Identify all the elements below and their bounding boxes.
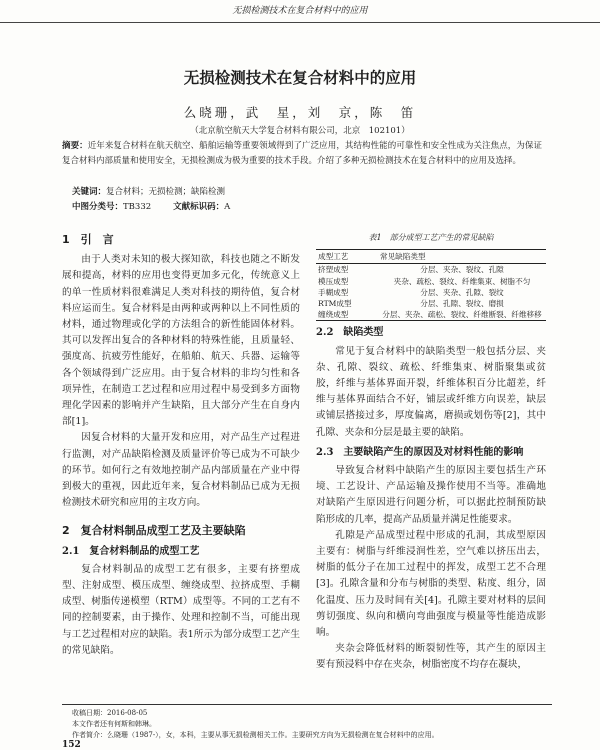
table-cell-process: 模压成型: [318, 276, 349, 286]
footnote-received: 收稿日期：2016-08-05: [72, 709, 148, 717]
page-number: 152: [62, 740, 81, 750]
section-2-1-paragraph: 复合材料制品的成型工艺有很多，主要有挤塑成型、注射成型、模压成型、缠绕成型、拉挤成型、手糊成型、树脂传递模塑（RTM）成型等。不同的工艺有不同的控制要素，由于操作、处理和控制不当，可能出现与工艺过程相对应的缺陷。表1所示为部分成型工艺产生的常见缺陷。: [62, 563, 300, 656]
abstract-label: 摘要：: [62, 141, 88, 151]
section-2-1-heading: 2.1 复合材料制品的成型工艺: [62, 545, 200, 557]
table-cell-defects: 夹杂、疏松、裂纹、纤维集束、树脂不匀: [393, 276, 531, 286]
section-2-2-paragraph: 常见于复合材料中的缺陷类型一般包括分层、夹杂、孔隙、裂纹、疏松、纤维集束、树脂聚集或贫胶，纤维与基体界面开裂，纤维体积百分比超差，纤维与基体界面结合不好，铺层或纤维方向误差，缺层或铺层搭接过多，厚度偏离，磨损或划伤等[2]，其中孔隙、夹杂和分层是最主要的缺陷。: [316, 345, 546, 438]
table-row: [316, 287, 546, 298]
table-cell-defects: 分层、夹杂、孔隙、裂纹: [420, 287, 504, 297]
running-header: [0, 0, 600, 23]
section-2-heading: 2 复合材料制品成型工艺及主要缺陷: [62, 524, 246, 538]
running-title: 无损检测技术在复合材料中的应用: [232, 6, 368, 16]
right-column: [316, 230, 546, 674]
article-title: 无损检测技术在复合材料中的应用: [183, 69, 417, 87]
table-row: [316, 309, 546, 321]
section-2-3-paragraph-2: 孔隙是产品成型过程中形成的孔洞，其成型原因主要有：树脂与纤维浸润性差，空气难以挤压出去，树脂的低分子在加工过程中的挥发，成型工艺不合理[3]。孔隙含量和分布与树脂的类型、粘度、组分，固化温度、压力及时间有关[4]。孔隙主要对材料的层间剪切强度、纵向和横向弯曲强度与模量等性能造成影响。: [316, 529, 546, 639]
section-2-3-paragraph-3: 夹杂会降低材料的断裂韧性等，其产生的原因主要有预浸料中存在夹杂，树脂密度不均存在凝块，: [316, 643, 546, 671]
section-2-3-heading: 2.3 主要缺陷产生的原因及对材料性能的影响: [316, 446, 524, 458]
section-1-heading: 1 引 言: [62, 233, 114, 246]
doc-code-value: A: [224, 202, 231, 212]
abstract-block: [62, 139, 542, 169]
keywords-text: 复合材料；无损检测；缺陷检测: [106, 187, 226, 197]
table-1-caption: 表1 部分成型工艺产生的常见缺陷: [368, 233, 494, 242]
table-cell-process: 缠绕成型: [316, 309, 378, 321]
table-cell-process: 挤塑成型: [318, 265, 349, 275]
table-header-process: 成型工艺: [316, 250, 378, 264]
section-2-3-paragraph-1: 导致复合材料中缺陷产生的原因主要包括生产环境、工艺设计、产品运输及操作使用不当等。准确地对缺陷产生原因进行问题分析，可以据此控制预防缺陷形成的几率，提高产品质量并满足性能要求。: [316, 465, 546, 525]
footnotes: [62, 704, 552, 741]
table-1: [316, 249, 546, 321]
intro-paragraph-1: 由于人类对未知的极大探知欲，科技也随之不断发展和提高，材料的应用也变得更加多元化，传统意义上的单一性质材料很难满足人类对科技的期待值，复合材料应运而生。复合材料是由两种或两种以上不同性质的材料，通过物理或化学的方法组合的新性能固体材料。其可以发挥出复合的各种材料的特殊性能，且质量轻、强度高、抗疲劳性能好，在船舶、航天、兵器、运输等各个领域得到广泛应用。由于复合材料的非均匀性和各项异性，在制造工艺过程和应用过程中易受到多方面物理化学因素的影响并产生缺陷，且大部分产生在自身内部[1]。: [62, 254, 300, 428]
doc-code-label: 文献标识码：: [173, 202, 225, 212]
table-header-defects: 常见缺陷类型: [378, 250, 546, 264]
author-affiliation: （北京航空航天大学复合材料有限公司，北京 102101）: [190, 126, 410, 136]
left-column: [62, 232, 300, 659]
table-cell-defects: 分层、孔隙、裂纹、磨损: [420, 299, 504, 309]
table-cell-defects: 分层、夹杂、裂纹、孔隙: [420, 265, 504, 275]
table-row: [316, 298, 546, 309]
keywords-label: 关键词：: [72, 187, 107, 197]
clc-value: TB332: [123, 202, 152, 212]
classification-line: [72, 200, 230, 212]
table-cell-defects: 分层、夹杂、疏松、裂纹、纤维断裂、纤维移移: [378, 309, 546, 321]
table-cell-process: RTM成型: [318, 299, 352, 309]
section-2-2-heading: 2.2 缺陷类型: [316, 327, 384, 339]
clc-label: 中图分类号：: [72, 202, 124, 212]
abstract-text: 近年来复合材料在航天航空、船舶运输等重要领域得到了广泛应用，其结构性能的可靠性和安全性成为关注焦点，为保证复合材料内部质量和使用安全，无损检测成为极为重要的技术手段。介绍了多种无损检测技术在复合材料中的应用及选择。: [62, 141, 542, 166]
table-row: [316, 276, 546, 287]
keywords-line: [72, 185, 225, 197]
table-row: [316, 264, 546, 276]
footnote-author-bio: 作者简介：么晓珊（1987-），女，本科，主要从事无损检测相关工作。主要研究方向为无损检测在复合材料中的应用。: [72, 731, 439, 739]
footnote-note: 本文作者还有何斯和韩琳。: [72, 720, 156, 728]
table-cell-process: 手糊成型: [318, 287, 349, 297]
article-authors: 么晓珊，武 星，刘 京，陈 笛: [183, 105, 417, 120]
intro-paragraph-2: 因复合材料的大量开发和应用，对产品生产过程进行监测，对产品缺陷检测及质量评价等已成为不可缺少的环节。如何行之有效地控制产品内部质量在产业中得到极大的重视，因此近年来，复合材料制品已成为无损检测技术研究和应用的主攻方向。: [62, 432, 300, 509]
